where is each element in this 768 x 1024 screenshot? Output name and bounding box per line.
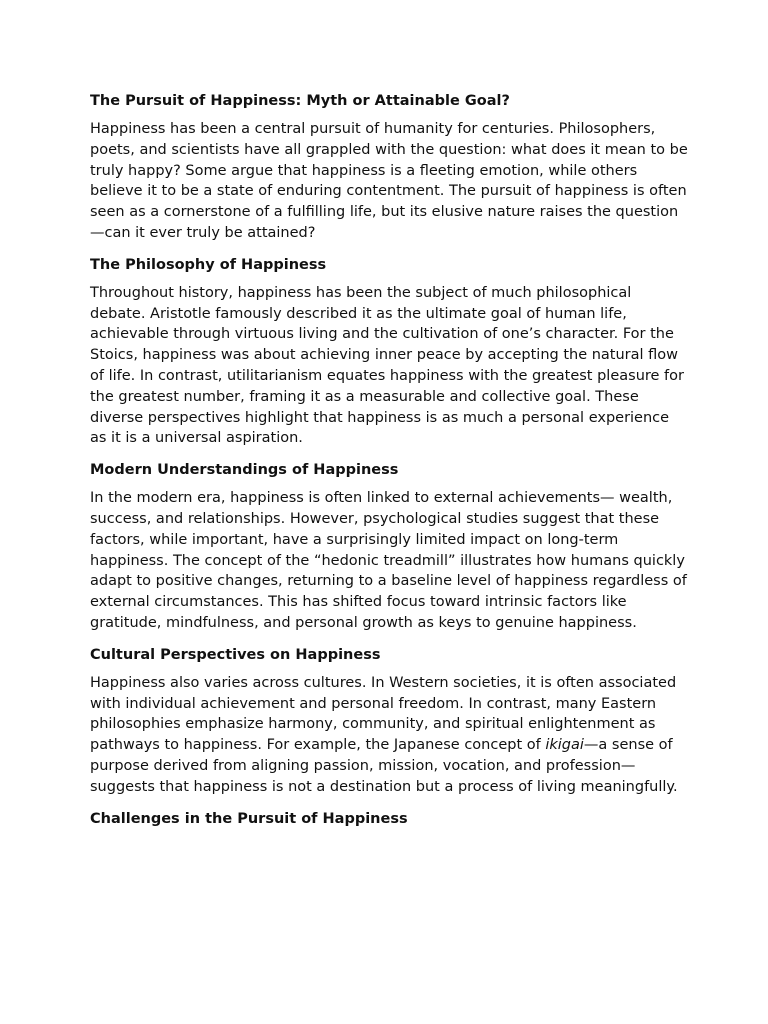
section-heading-philosophy: The Philosophy of Happiness: [90, 256, 327, 273]
section-heading-modern: Modern Understandings of Happiness: [90, 462, 399, 479]
section-heading-cultural: Cultural Perspectives on Happiness: [90, 646, 381, 663]
cultural-text-after: —a sense of purpose derived from aligning passion, mission, vocation, and profession—suggests that happiness is not a destination but a process of living meaningfully.: [90, 737, 678, 795]
section-paragraph-cultural: [90, 673, 690, 798]
section-paragraph-modern: In the modern era, happiness is often linked to external achievements— wealth, success, and relationships. However, psychological studies suggest that these factors, while important, have a surprisingly limited impact on long-term happiness. The concept of the “hedonic treadmill” illustrates how humans quickly adapt to positive changes, returning to a baseline level of happiness regardless of external circumstances. This has shifted focus toward intrinsic factors like gratitude, mindfulness, and personal growth as keys to genuine happiness.: [90, 490, 687, 631]
intro-paragraph: Happiness has been a central pursuit of humanity for centuries. Philosophers, poets, and scientists have all grappled with the question: what does it mean to be truly happy? Some argue that happiness is a fleeting emotion, while others believe it to be a state of enduring contentment. The pursuit of happiness is often seen as a cornerstone of a fulfilling life, but its elusive nature raises the question—can it ever truly be attained?: [90, 121, 688, 241]
ikigai-term: ikigai: [545, 737, 584, 754]
section-heading-challenges: Challenges in the Pursuit of Happiness: [90, 810, 408, 827]
document-title: The Pursuit of Happiness: Myth or Attainable Goal?: [90, 93, 510, 109]
cultural-text-before: Happiness also varies across cultures. In Western societies, it is often associated with individual achievement and personal freedom. In contrast, many Eastern philosophies emphasize harmony, community, and spiritual enlightenment as pathways to happiness. For example, the Japanese concept of: [90, 674, 677, 754]
document-page: [90, 88, 690, 837]
section-paragraph-philosophy: Throughout history, happiness has been the subject of much philosophical debate. Aristotle famously described it as the ultimate goal of human life, achievable through virtuous living and the cultivation of one’s character. For the Stoics, happiness was about achieving inner peace by accepting the natural flow of life. In contrast, utilitarianism equates happiness with the greatest pleasure for the greatest number, framing it as a measurable and collective goal. These diverse perspectives highlight that happiness is as much a personal experience as it is a universal aspiration.: [90, 284, 684, 447]
